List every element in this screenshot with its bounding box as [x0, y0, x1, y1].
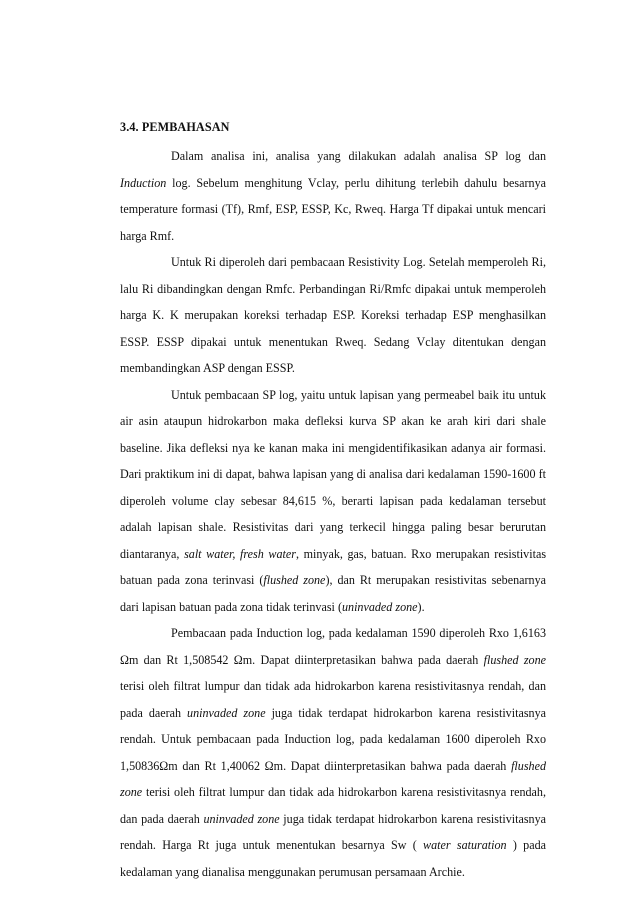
text-run: juga tidak terdapat hidrokarbon karena resistivitasnya rendah. Harga Rt juga untuk menentukan besarnya Sw (: [120, 811, 546, 852]
paragraph: [120, 143, 546, 249]
italic-term: water saturation: [423, 838, 507, 852]
italic-term: flushed zone: [120, 758, 546, 799]
text-run: ) pada kedalaman yang dianalisa menggunakan perumusan persamaan Archie.: [120, 838, 546, 879]
italic-term: flushed zone: [483, 652, 546, 667]
page-content: [120, 114, 546, 885]
text-run: Untuk Ri diperoleh dari pembacaan Resistivity Log. Setelah memperoleh Ri, lalu Ri dibandingkan dengan Rmfc. Perbandingan Ri/Rmfc dipakai untuk memperoleh harga K. K merupakan koreksi terhadap ESP. Koreksi terhadap ESP menghasilkan ESSP. ESSP dipakai untuk menentukan Rweq. Sedang Vclay ditentukan dengan membandingkan ASP dengan ESSP.: [120, 255, 546, 375]
paragraph: [120, 620, 546, 885]
paragraph: [120, 249, 546, 382]
text-run: Untuk pembacaan SP log, yaitu untuk lapisan yang permeabel baik itu untuk air asin ataupun hidrokarbon maka defleksi kurva SP akan ke arah kiri dari shale baseline. Jika defleksi nya ke kanan maka ini mengidentifikasikan adanya air formasi. Dari praktikum ini di dapat, bahwa lapisan yang di analisa dari kedalaman 1590-1600 ft diperoleh volume clay sebesar 84,615 %, berarti lapisan pada kedalaman tersebut adalah lapisan shale. Resistivitas dari yang terkecil hingga paling besar berurutan diantaranya,: [120, 387, 546, 561]
text-run: , minyak, gas, batuan. Rxo merupakan resistivitas batuan pada zona terinvasi (: [120, 546, 547, 587]
paragraph: [120, 382, 546, 621]
italic-term: uninvaded zone: [187, 705, 266, 720]
italic-term: uninvaded zone: [203, 811, 280, 826]
text-run: terisi oleh filtrat lumpur dan tidak ada hidrokarbon karena resistivitasnya rendah, dan pada daerah: [120, 785, 546, 826]
text-run: Pembacaan pada Induction log, pada kedalaman 1590 diperoleh Rxo 1,6163 Ωm dan Rt 1,508542 Ωm. Dapat diinterpretasikan bahwa pada daerah: [120, 626, 546, 667]
text-run: ).: [417, 599, 425, 614]
italic-term: flushed zone: [263, 573, 326, 587]
text-run: juga tidak terdapat hidrokarbon karena resistivitasnya rendah. Untuk pembacaan pada Induction log, pada kedalaman 1600 diperoleh Rxo 1,50836Ωm dan Rt 1,40062 Ωm. Dapat diinterpretasikan bahwa pada daerah: [120, 705, 546, 773]
text-run: Dalam analisa ini, analisa yang dilakukan adalah analisa SP log dan: [171, 149, 546, 163]
text-run: log. Sebelum menghitung Vclay, perlu dihitung terlebih dahulu besarnya temperature formasi (Tf), Rmf, ESP, ESSP, Kc, Rweq. Harga Tf dipakai untuk mencari harga Rmf.: [120, 175, 546, 243]
italic-term: salt water, fresh water: [184, 546, 296, 561]
italic-term: uninvaded zone: [341, 599, 418, 614]
italic-term: Induction: [120, 175, 167, 190]
body-text: [120, 143, 546, 885]
text-run: terisi oleh filtrat lumpur dan tidak ada hidrokarbon karena resistivitasnya rendah, dan pada daerah: [120, 679, 546, 720]
section-heading: 3.4. PEMBAHASAN: [120, 120, 230, 134]
text-run: ), dan Rt merupakan resistivitas sebenarnya dari lapisan batuan pada zona tidak terinvasi (: [120, 573, 546, 614]
